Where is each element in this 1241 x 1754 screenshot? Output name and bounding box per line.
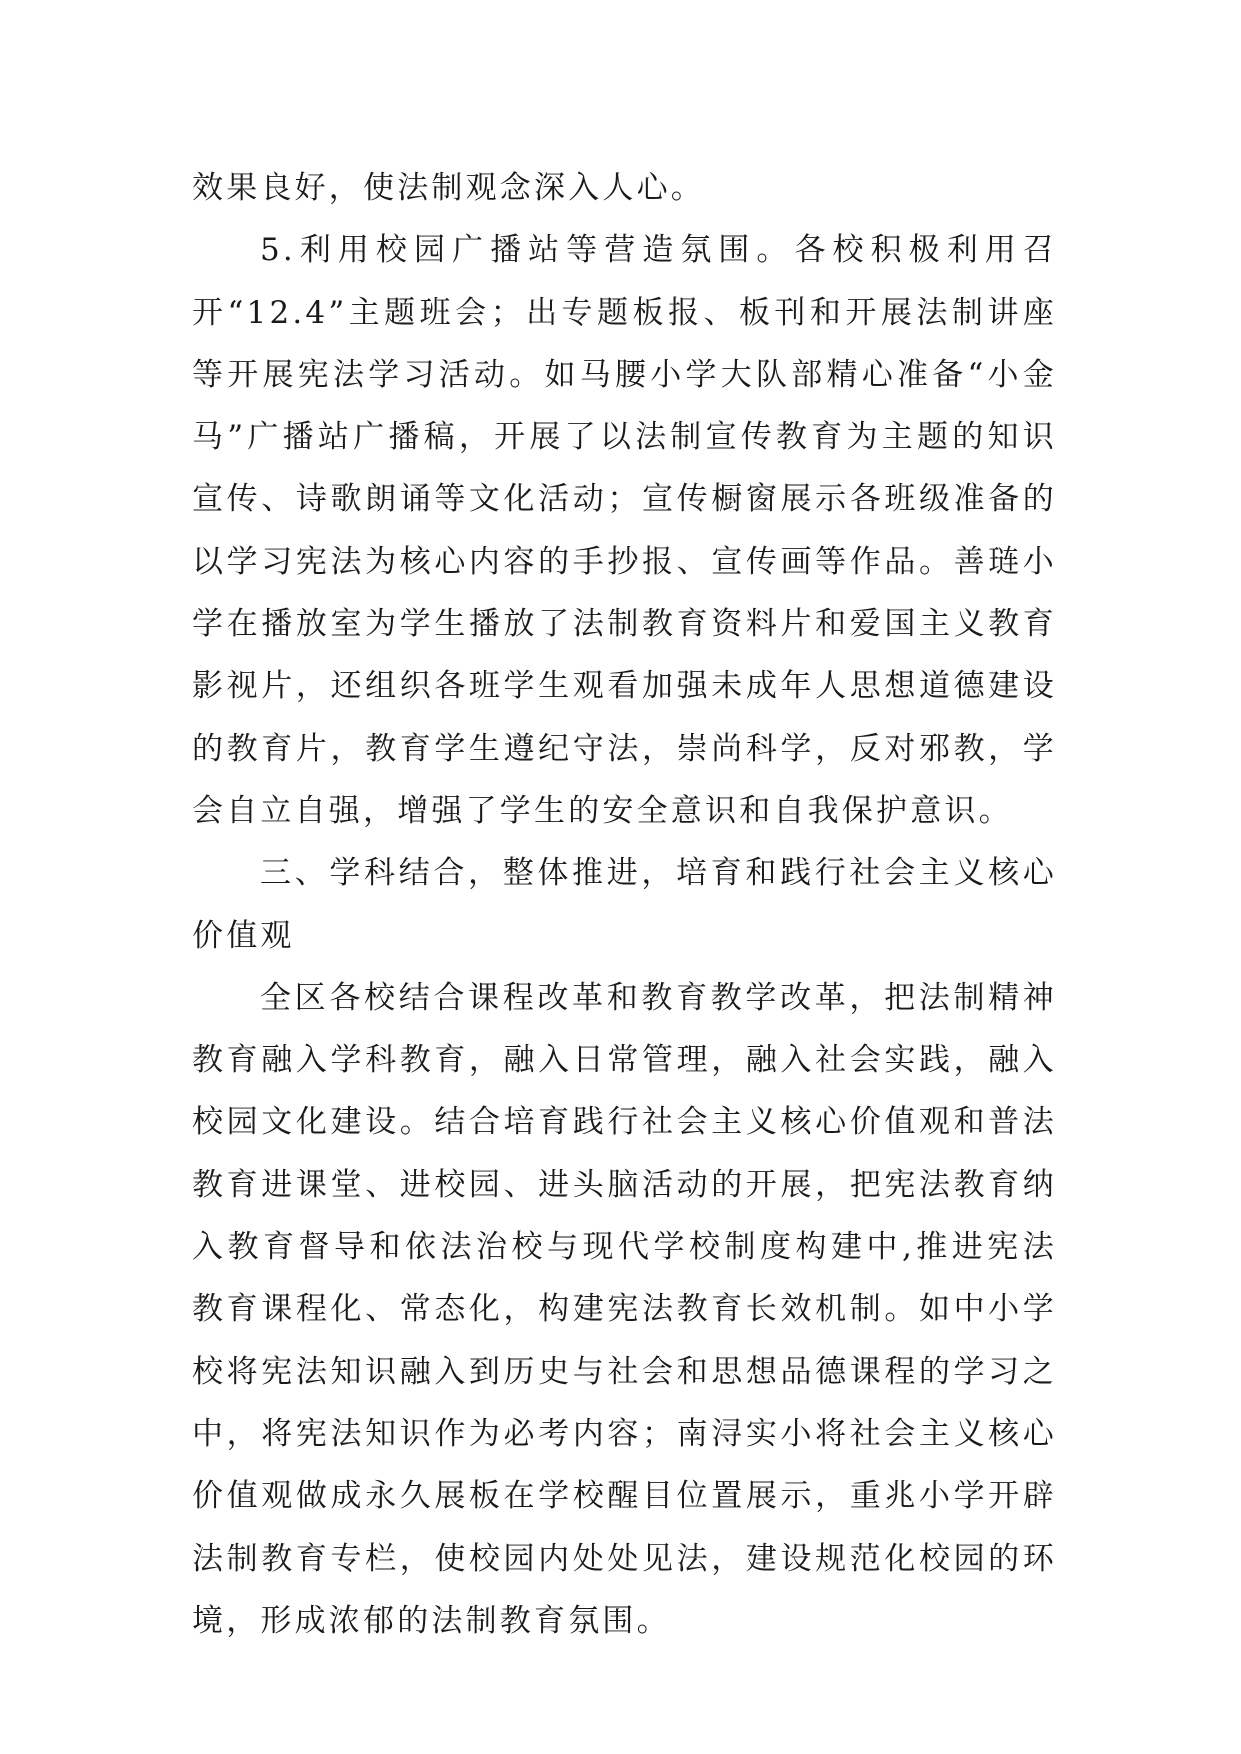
section-heading-three: 三、学科结合，整体推进，培育和践行社会主义核心价值观 — [192, 855, 1057, 954]
document-body — [192, 157, 1057, 1652]
paragraph-subject-integration: 全区各校结合课程改革和教育教学改革，把法制精神教育融入学科教育，融入日常管理，融入社会实践，融入校园文化建设。结合培育践行社会主义核心价值观和普法教育进课堂、进校园、进头脑活动的开展，把宪法教育纳入教育督导和依法治校与现代学校制度构建中,推进宪法教育课程化、常态化，构建宪法教育长效机制。如中小学校将宪法知识融入到历史与社会和思想品德课程的学习之中，将宪法知识作为必考内容；南浔实小将社会主义核心价值观做成永久展板在学校醒目位置展示，重兆小学开辟法制教育专栏，使校园内处处见法，建设规范化校园的环境，形成浓郁的法制教育氛围。 — [192, 979, 1057, 1639]
paragraph-continuation: 效果良好，使法制观念深入人心。 — [192, 170, 705, 206]
paragraph-broadcast-station: 5.利用校园广播站等营造氛围。各校积极利用召开“12.4”主题班会；出专题板报、板刊和开展法制讲座等开展宪法学习活动。如马腰小学大队部精心准备“小金马”广播站广播稿，开展了以法制宣传教育为主题的知识宣传、诗歌朗诵等文化活动；宣传橱窗展示各班级准备的以学习宪法为核心内容的手抄报、宣传画等作品。善琏小学在播放室为学生播放了法制教育资料片和爱国主义教育影视片，还组织各班学生观看加强未成年人思想道德建设的教育片，教育学生遵纪守法，崇尚科学，反对邪教，学会自立自强，增强了学生的安全意识和自我保护意识。 — [192, 232, 1057, 829]
